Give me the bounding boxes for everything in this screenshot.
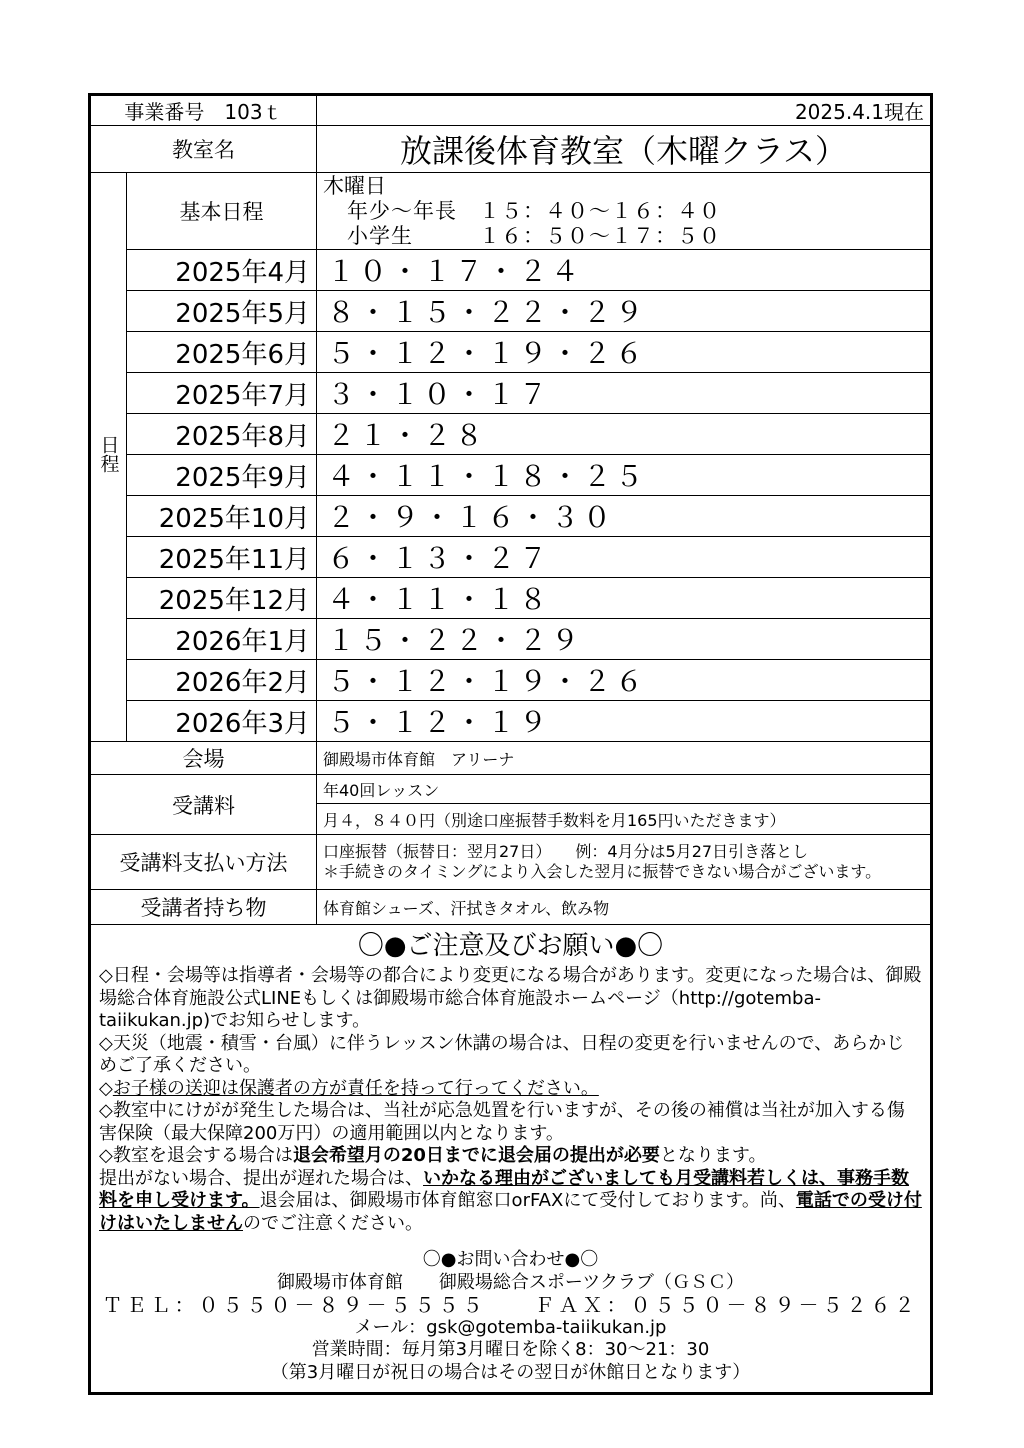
note-withdraw <box>99 1145 922 1168</box>
basic-time-elementary: 小学生 １６：５０～１７：５０ <box>347 224 721 248</box>
month-label: 2026年2月 <box>127 660 317 701</box>
payment-method: 口座振替（振替日：翌月27日） 例：4月分は5月27日引き落とし <box>323 842 809 861</box>
month-row <box>91 701 931 742</box>
note-fee-b: 退会届は、御殿場市体育館窓口orFAXにて受付しております。尚、 <box>259 1190 796 1211</box>
month-label: 2025年9月 <box>127 455 317 496</box>
notes-title: 〇●ご注意及びお願い●〇 <box>357 931 664 961</box>
page-title: 放課後体育教室（木曜クラス） <box>317 126 931 173</box>
month-label: 2026年1月 <box>127 619 317 660</box>
month-days: ４・１１・１８・２５ <box>317 455 931 496</box>
month-days: ８・１５・２２・２９ <box>317 291 931 332</box>
fee-lessons: 年40回レッスン <box>317 775 931 804</box>
note-withdraw-bold: 退会希望月の20日までに退会届の提出が必要 <box>292 1145 660 1166</box>
month-label: 2025年4月 <box>127 250 317 291</box>
month-days: ５・１２・１９・２６ <box>317 332 931 373</box>
month-days: ４・１１・１８ <box>317 578 931 619</box>
note-withdraw-a: ◇教室を退会する場合は <box>99 1145 293 1166</box>
basic-schedule-label: 基本日程 <box>127 173 317 250</box>
month-days: ６・１３・２７ <box>317 537 931 578</box>
month-row <box>91 291 931 332</box>
note-withdraw-b: となります。 <box>659 1145 767 1166</box>
month-label: 2025年10月 <box>127 496 317 537</box>
basic-time-kinder: 年少～年長 １５：４０～１６：４０ <box>347 199 721 223</box>
month-days: １０・１７・２４ <box>317 250 931 291</box>
month-row <box>91 619 931 660</box>
note-fee-bold: いかなる理由がございましても月受講料若しくは、事務手数料を申し受けます。 <box>99 1167 909 1211</box>
contact-block <box>99 1249 922 1384</box>
month-row <box>91 250 931 291</box>
contact-tel-fax: ＴＥＬ：０５５０－８９－５５５５ ＦＡＸ：０５５０－８９－５２６２ <box>102 1293 919 1317</box>
payment-note: ＊手続きのタイミングにより入会した翌月に振替できない場合がございます。 <box>323 862 882 881</box>
month-label: 2025年11月 <box>127 537 317 578</box>
note-withdraw-fee <box>99 1168 922 1236</box>
month-days: ５・１２・１９ <box>317 701 931 742</box>
fee-label: 受講料 <box>91 775 317 835</box>
info-table <box>90 95 931 1393</box>
contact-title: 〇●お問い合わせ●〇 <box>422 1249 599 1270</box>
fee-row <box>91 775 931 804</box>
note-injury: ◇教室中にけがが発生した場合は、当社が応急処置を行いますが、その後の補償は当社が加入する傷害保険（最大保障200万円）の適用範囲以内となります。 <box>99 1100 905 1144</box>
month-days: ５・１２・１９・２６ <box>317 660 931 701</box>
note-fee-c: のでご注意ください。 <box>243 1212 423 1234</box>
belongings-value: 体育館シューズ、汗拭きタオル、飲み物 <box>317 890 931 925</box>
payment-row <box>91 835 931 890</box>
month-label: 2025年12月 <box>127 578 317 619</box>
business-number: 事業番号 103ｔ <box>91 96 317 126</box>
schedule-vertical-label <box>91 173 127 742</box>
basic-schedule-detail <box>317 173 931 250</box>
month-row <box>91 332 931 373</box>
month-label: 2026年3月 <box>127 701 317 742</box>
class-name-row <box>91 126 931 173</box>
month-label: 2025年8月 <box>127 414 317 455</box>
month-row <box>91 537 931 578</box>
month-row <box>91 455 931 496</box>
venue-row <box>91 742 931 775</box>
payment-label: 受講料支払い方法 <box>91 835 317 890</box>
contact-email: メール：gsk@gotemba-taiikukan.jp <box>354 1316 667 1338</box>
month-row <box>91 660 931 701</box>
belongings-row <box>91 890 931 925</box>
month-days: ３・１０・１７ <box>317 373 931 414</box>
month-days: ２・９・１６・３０ <box>317 496 931 537</box>
note-pickup <box>99 1078 922 1101</box>
notes-section <box>91 925 931 1393</box>
month-row <box>91 373 931 414</box>
basic-day: 木曜日 <box>323 174 386 198</box>
contact-closed-note: （第3月曜日が祝日の場合はその翌日が休館日となります） <box>270 1361 751 1383</box>
schedule-vertical-text: 日程 <box>97 435 120 473</box>
basic-schedule-row <box>91 173 931 250</box>
contact-hours: 営業時間：毎月第3月曜日を除く8：30～21：30 <box>311 1339 710 1360</box>
contact-orgs: 御殿場市体育館 御殿場総合スポーツクラブ（ＧＳＣ） <box>276 1271 745 1293</box>
fee-amount: 月４，８４０円（別途口座振替手数料を月165円いただきます） <box>317 804 931 835</box>
notes-row <box>91 925 931 1393</box>
month-row <box>91 496 931 537</box>
month-label: 2025年6月 <box>127 332 317 373</box>
note-no-phone: 電話での受け付けはいたしません <box>99 1190 922 1234</box>
month-label: 2025年5月 <box>127 291 317 332</box>
note-pickup-bullet: ◇ <box>99 1077 113 1099</box>
month-label: 2025年7月 <box>127 373 317 414</box>
note-pickup-text: お子様の送迎は保護者の方が責任を持って行ってください。 <box>112 1077 599 1099</box>
month-days: １５・２２・２９ <box>317 619 931 660</box>
class-info-sheet <box>88 93 933 1395</box>
venue-label: 会場 <box>91 742 317 775</box>
belongings-label: 受講者持ち物 <box>91 890 317 925</box>
month-row <box>91 578 931 619</box>
month-days: ２１・２８ <box>317 414 931 455</box>
note-weather: ◇天災（地震・積雪・台風）に伴うレッスン休講の場合は、日程の変更を行いませんので、あらかじめご了承ください。 <box>99 1032 905 1076</box>
as-of-date: 2025.4.1現在 <box>317 96 931 126</box>
note-fee-a: 提出がない場合、提出が遅れた場合は、 <box>99 1167 423 1189</box>
header-row <box>91 96 931 126</box>
month-row <box>91 414 931 455</box>
payment-detail <box>317 835 931 890</box>
class-name-label: 教室名 <box>91 126 317 173</box>
note-schedule-change: ◇日程・会場等は指導者・会場等の都合により変更になる場合があります。変更になった場合は、御殿場総合体育施設公式LINEもしくは御殿場市総合体育施設ホームページ（http://gotemba-taiikukan.jp)でお知らせします。 <box>99 965 922 1031</box>
venue-value: 御殿場市体育館 アリーナ <box>317 742 931 775</box>
